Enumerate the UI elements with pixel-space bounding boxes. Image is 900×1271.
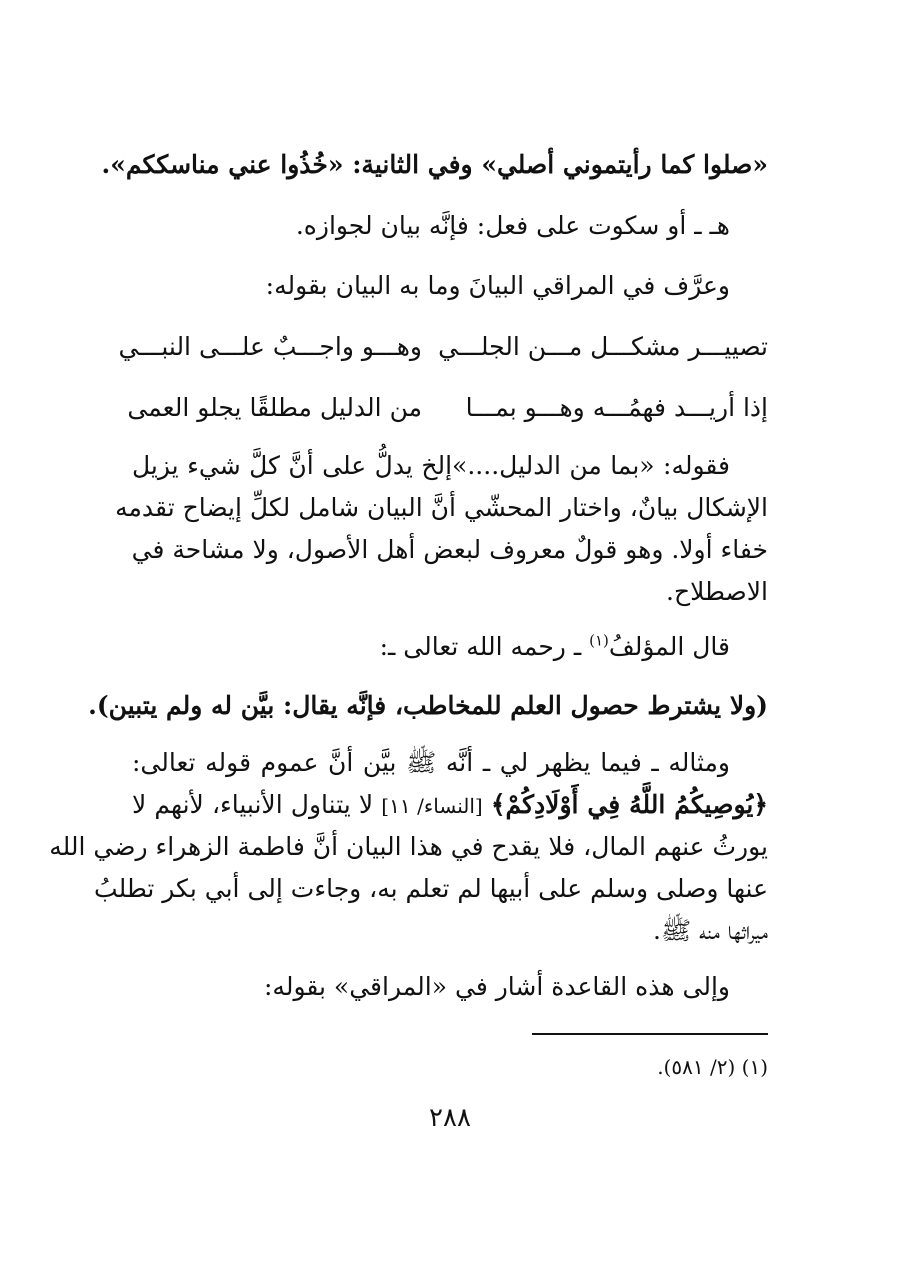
paragraph-text: لا يتناول الأنبياء، لأنهم لا [132,790,374,819]
verse-2-second-hemistich: من الدليل مطلقًا يجلو العمى [127,393,422,422]
author-label: قال المؤلفُ [608,632,730,661]
paragraph-line: الإشكال بيانٌ، واختار المحشّي أنَّ البيان شامل لكلِّ إيضاح تقدمه [115,493,768,522]
paragraph-line: يورثُ عنهم المال، فلا يقدح في هذا البيان أنَّ فاطمة الزهراء رضي الله [49,832,768,861]
footnote-marker: (١) [589,631,609,650]
verse-1-first-hemistich: تصييـــر مشكـــل مـــن الجلـــي [438,332,768,361]
author-blessing: ـ رحمه الله تعالى ـ: [379,632,590,661]
verse-row-2 [127,388,768,428]
quran-reference: [النساء/ ١١] [381,794,483,818]
paragraph-line: فقوله: «بما من الدليل....»إلخ يدلُّ على أنَّ كلَّ شيء يزيل [132,451,730,480]
paragraph-line: «صلوا كما رأيتموني أصلي» وفي الثانية: «خُذُوا عني مناسككم». [101,150,768,179]
quran-verse: ﴿يُوصِيكُمُ اللَّهُ فِي أَوْلَادِكُمْ﴾ [490,790,768,819]
footnote: (١) (٢/ ٥٨١). [657,1055,768,1079]
paragraph-line-with-quran [132,785,768,826]
verse-intro-line: وعرَّف في المراقي البيانَ وما به البيان بقوله: [265,271,730,300]
paragraph-line: خفاء أولا. وهو قولٌ معروف لبعض أهل الأصول، ولا مشاحة في [131,535,768,564]
verse-2-first-hemistich: إذا أريـــد فهمُـــه وهـــو بمـــا [465,393,768,422]
paragraph-line: الاصطلاح. [666,577,768,606]
author-attribution-line [132,627,768,667]
footnote-divider [532,1033,768,1035]
paragraph-line: ميراثها منه ﷺ. [653,916,768,945]
rule-text-line: (ولا يشترط حصول العلم للمخاطب، فإنَّه يقال: بيَّن له ولم يتبين). [88,691,768,720]
paragraph-line: ومثاله ـ فيما يظهر لي ـ أنَّه ﷺ بيَّن أنَّ عموم قوله تعالى: [132,748,730,777]
verse-row-1 [118,327,768,367]
item-h-line: هـ ـ أو سكوت على فعل: فإنَّه بيان لجوازه. [295,211,730,240]
paragraph-line: عنها وصلى وسلم على أبيها لم تعلم به، وجاءت إلى أبي بكر تطلبُ [94,874,768,903]
page-number: ٢٨٨ [429,1103,471,1133]
closing-line: وإلى هذه القاعدة أشار في «المراقي» بقوله: [264,972,730,1001]
verse-1-second-hemistich: وهـــو واجـــبٌ علـــى النبـــي [118,332,422,361]
